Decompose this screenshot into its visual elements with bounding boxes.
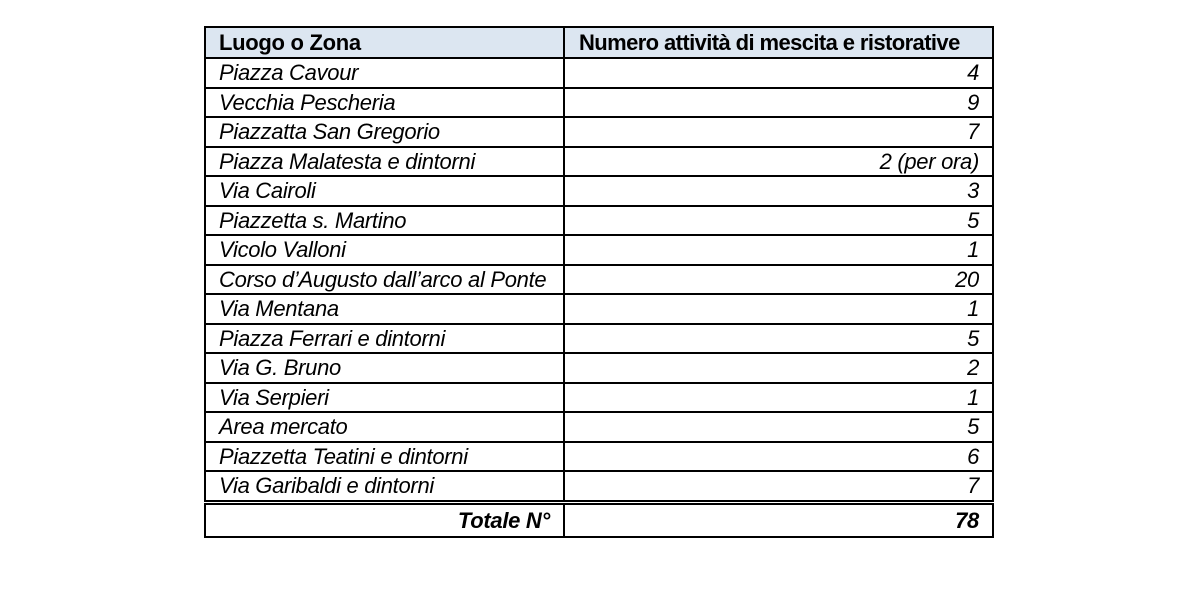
row-count: 9 <box>564 88 993 118</box>
row-count: 4 <box>564 58 993 88</box>
row-place: Via Garibaldi e dintorni <box>205 471 564 502</box>
row-place: Piazzetta s. Martino <box>205 206 564 236</box>
row-count: 5 <box>564 206 993 236</box>
activities-table <box>204 26 994 538</box>
row-count: 5 <box>564 412 993 442</box>
row-place: Vicolo Valloni <box>205 235 564 265</box>
table-row <box>205 176 993 206</box>
table-row <box>205 58 993 88</box>
row-place: Corso d’Augusto dall’arco al Ponte <box>205 265 564 295</box>
table-row <box>205 265 993 295</box>
table-row <box>205 471 993 502</box>
row-place: Piazzatta San Gregorio <box>205 117 564 147</box>
total-row <box>205 502 993 537</box>
row-place: Area mercato <box>205 412 564 442</box>
row-place: Via Cairoli <box>205 176 564 206</box>
row-place: Via Serpieri <box>205 383 564 413</box>
row-place: Piazza Malatesta e dintorni <box>205 147 564 177</box>
row-count: 1 <box>564 235 993 265</box>
table-row <box>205 442 993 472</box>
table-row <box>205 235 993 265</box>
row-count: 2 (per ora) <box>564 147 993 177</box>
total-value: 78 <box>564 502 993 537</box>
row-count: 1 <box>564 294 993 324</box>
table-row <box>205 353 993 383</box>
row-place: Via Mentana <box>205 294 564 324</box>
table-row <box>205 88 993 118</box>
row-place: Piazzetta Teatini e dintorni <box>205 442 564 472</box>
header-place: Luogo o Zona <box>205 27 564 58</box>
row-count: 1 <box>564 383 993 413</box>
table-row <box>205 383 993 413</box>
activities-table-container <box>204 26 992 538</box>
row-count: 6 <box>564 442 993 472</box>
table-header-row <box>205 27 993 58</box>
row-count: 5 <box>564 324 993 354</box>
table-row <box>205 206 993 236</box>
row-count: 7 <box>564 471 993 502</box>
row-count: 7 <box>564 117 993 147</box>
total-label: Totale N° <box>205 502 564 537</box>
table-row <box>205 117 993 147</box>
row-count: 2 <box>564 353 993 383</box>
table-row <box>205 294 993 324</box>
table-row <box>205 147 993 177</box>
header-count: Numero attività di mescita e ristorative <box>564 27 993 58</box>
row-place: Piazza Cavour <box>205 58 564 88</box>
row-count: 3 <box>564 176 993 206</box>
row-count: 20 <box>564 265 993 295</box>
table-row <box>205 412 993 442</box>
row-place: Piazza Ferrari e dintorni <box>205 324 564 354</box>
table-row <box>205 324 993 354</box>
row-place: Vecchia Pescheria <box>205 88 564 118</box>
row-place: Via G. Bruno <box>205 353 564 383</box>
